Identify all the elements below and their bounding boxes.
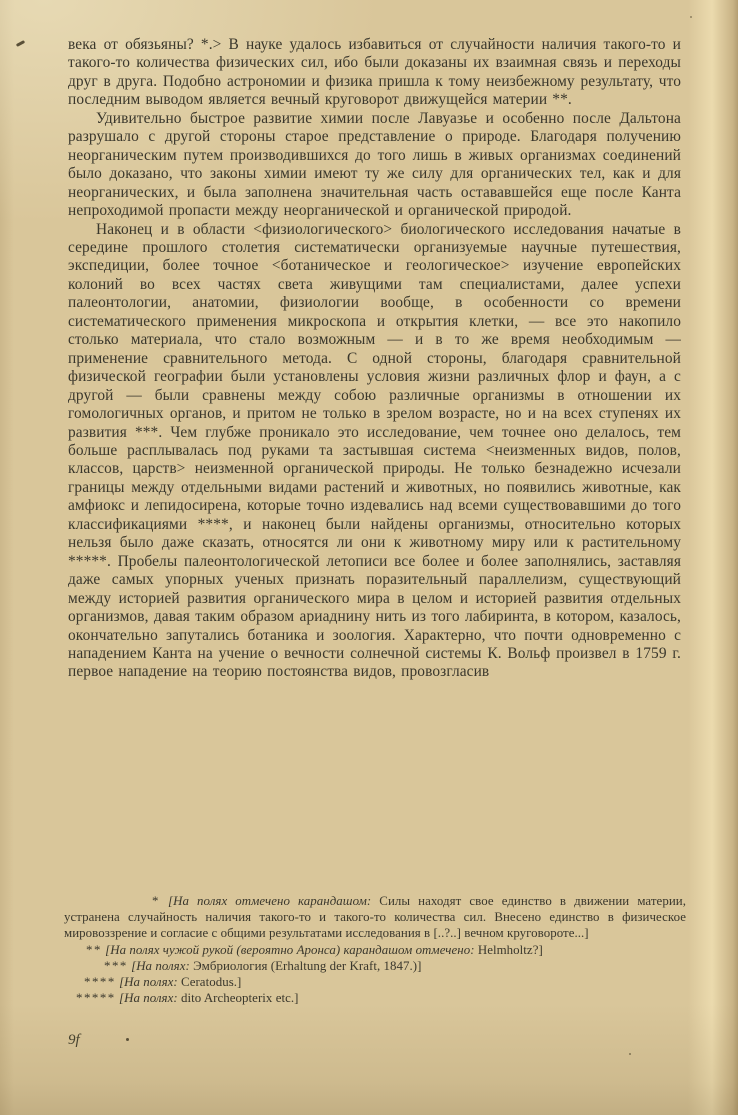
footnote-editorial-note: [На полях: [131, 958, 190, 973]
footnote [64, 958, 686, 974]
footnote-text: Ceratodus.] [181, 975, 242, 990]
paper-blemish [16, 40, 25, 47]
footnote [64, 990, 686, 1006]
footnote [64, 974, 686, 990]
footnote-marker: **** [84, 975, 116, 990]
footnote [64, 942, 686, 958]
footnote-marker: ***** [76, 991, 116, 1006]
main-text-block [68, 36, 681, 682]
footnotes-block [64, 893, 686, 1006]
footnote [64, 893, 686, 942]
body-paragraph: Наконец и в области <физиологического> биологического исследования начатые в середине прошлого столетия систематически организуемые научные путешествия, экспедиции, более точное <ботаническое и геологическое> изучение европейских колоний во всех частях света живущими там специалистами, далее успехи палеонтологии, анатомии, физиологии вообще, в особенности со времени систематического применения микроскопа и открытия клетки, — все это накопило столько материала, что стало возможным — и в то же время необходимым — применение сравнительного метода. С одной стороны, благодаря сравнительной физической географии были установлены условия жизни различных флор и фаун, а с другой — были сравнены между собою различные организмы в отношении их гомологичных органов, и притом не только в зрелом возрасте, но и на всех ступенях их развития ***. Чем глубже проникало это исследование, чем точнее оно делалось, тем больше расплывалась под руками та застывшая система <неизменных видов, полов, классов, царств> неизменной органической природы. Не только безнадежно исчезали границы между отдельными видами растений и животных, но появились животные, как амфиокс и лепидосирена, которые точно издевались над всеми существовавшими до того классификациями ****, и наконец были найдены организмы, относительно которых нельзя было даже сказать, относятся ли они к животному миру или к растительному *****. Пробелы палеонтологической летописи все более и более заполнялись, заставляя даже самых упорных ученых признать поразительный параллелизм, существующий между историей развития органического мира в целом и историей развития отдельных организмов, давая таким образом ариаднину нить из того лабиринта, в котором, казалось, окончательно запутались ботаника и зоология. Характерно, что почти одновременно с нападением Канта на учение о вечности солнечной системы К. Вольф произвел в 1759 г. первое нападение на теорию постоянства видов, провозгласив [68, 220, 681, 681]
footnote-marker: *** [104, 958, 128, 973]
footnote-text: Эмбриология (Erhaltung der Kraft, 1847.)] [193, 958, 422, 973]
body-paragraph: Удивительно быстрое развитие химии после Лавуазье и особенно после Дальтона разрушало с другой стороны старое представление о природе. Благодаря получению неорганическим путем производившихся до того лишь в живых организмах соединений было доказано, что законы химии имеют ту же силу для органических тел, как и для неорганических, и была заполнена значительная часть остававшейся еще после Канта непроходимой пропасти между неорганической и органической природой. [68, 109, 681, 220]
paper-blemish [629, 1053, 631, 1055]
footnote-editorial-note: [На полях чужой рукой (вероятно Аронса) карандашом отмечено: [105, 942, 475, 957]
footnote-text: Силы находят свое единство в движении материи, устранена случайность наличия такого-то и такого-то количества сил. Внесено единство в физическое мировоззрение и согласие с общими результатами исследования в [..?..] вечном круговороте...] [64, 894, 686, 941]
footnote-editorial-note: [На полях отмечено карандашом: [168, 894, 372, 908]
footnote-marker: ** [86, 942, 102, 957]
paper-blemish [690, 16, 692, 18]
footnote-editorial-note: [На полях: [119, 991, 178, 1006]
footnote-text: Helmholtz?] [477, 942, 543, 957]
footnote-editorial-note: [На полях: [119, 975, 178, 990]
footnote-marker: * [152, 894, 160, 908]
paper-blemish [126, 1038, 129, 1041]
body-paragraph: века от обязьяны? *.> В науке удалось избавиться от случайности наличия такого-то и такого-то количества физических сил, ибо были доказаны их взаимная связь и переходы друг в друга. Подобно астрономии и физика пришла к тому неизбежному результату, что последним выводом является вечный круговорот движущейся материи **. [68, 36, 681, 109]
page-number: 9f [68, 1032, 80, 1048]
footnote-text: dito Archeopterix etc.] [181, 991, 299, 1006]
